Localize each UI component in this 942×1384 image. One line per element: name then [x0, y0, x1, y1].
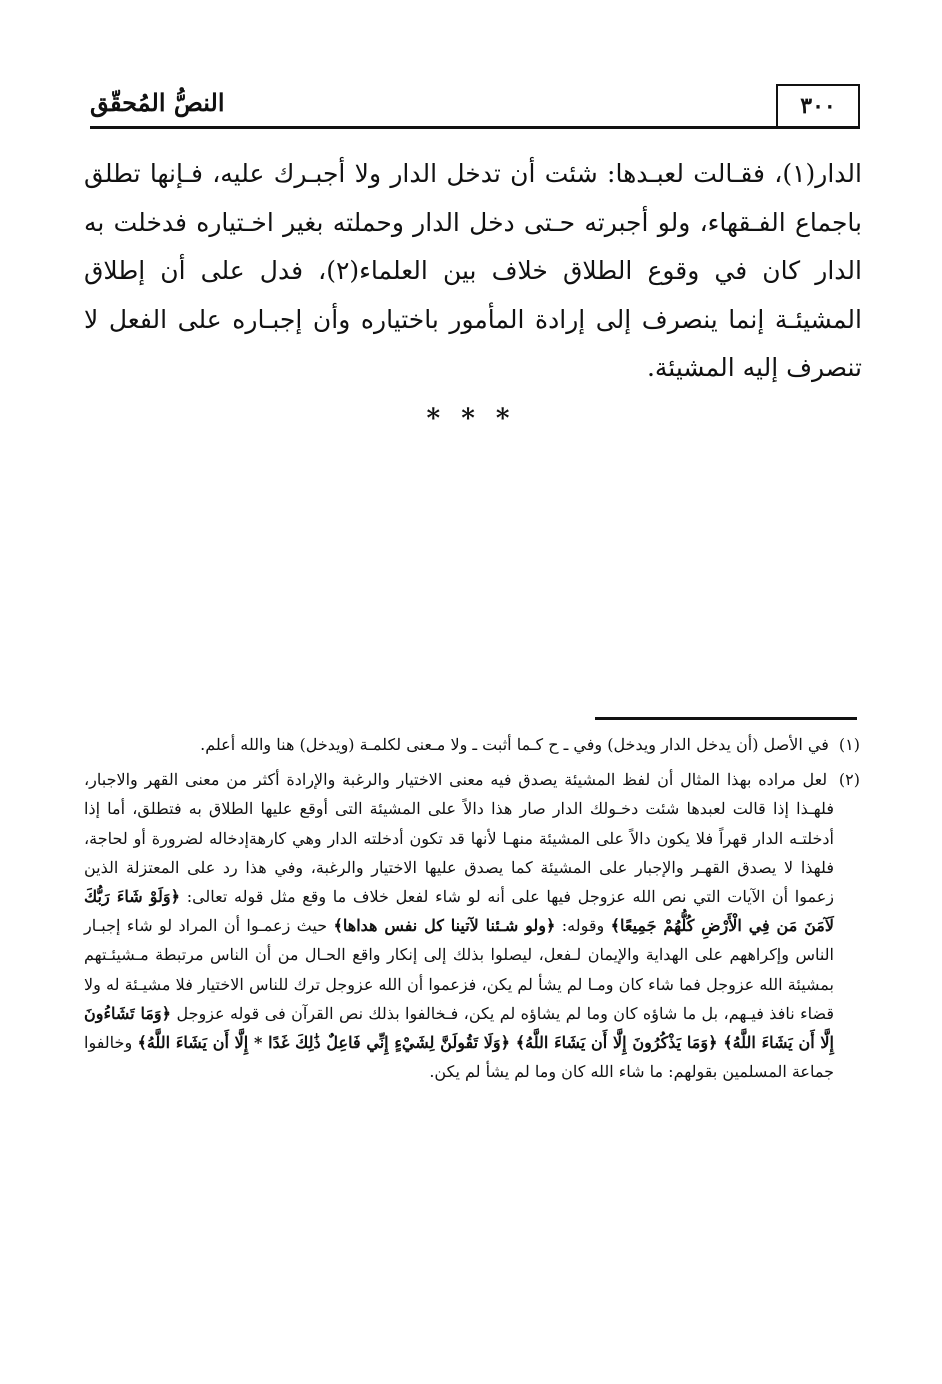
quran-verse: ﴿وَمَا تَشَاءُونَ إِلَّا أَن يَشَاءَ اللَّهُ﴾ ﴿وَمَا يَذْكُرُونَ إِلَّا أَن يَشَاءَ اللَّهُ﴾ ﴿وَلَا تَقُولَنَّ لِشَيْءٍ إِنِّي فَاعِلٌ ذَٰلِكَ غَدًا * إِلَّا أَن يَشَاءَ اللَّهُ﴾: [84, 1003, 834, 1053]
footnote-1: [84, 730, 860, 759]
section-separator: * * *: [426, 404, 516, 434]
footnote-text: في الأصل (أن يدخل الدار ويدخل) وفي ـ ح كـما أثبت ـ ولا مـعنى لكلمـة (ويدخل) هنا والله أعلم.: [200, 735, 829, 754]
page-number: ٣٠٠: [776, 84, 860, 126]
main-text: [84, 150, 862, 393]
footnote-2: [84, 765, 860, 1086]
quran-verse: ﴿وَلَوْ شَاءَ رَبُّكَ لَآمَنَ مَن فِي الْأَرْضِ كُلُّهُمْ جَمِيعًا﴾: [84, 887, 835, 936]
main-paragraph: الدار(١)، فقـالت لعبـدها: شئت أن تدخل الدار ولا أجبـرك عليه، فـإنها تطلق باجماع الفـقهاء، ولو أجبرته حـتى دخل الدار وحملته بغير اخـتياره فدخلت به الدار كان في وقوع الطلاق خلاف بين العلماء(٢)، فدل على أن إطلاق المشيئـة إنما ينصرف إلى إرادة المأمور باختياره وأن إجبـاره على الفعل لا تنصرف إليه المشيئة.: [84, 159, 862, 382]
footnote-text: وخالفوا جماعة المسلمين بقولهم: ما شاء الله كان وما لم يشأ لم يكن.: [84, 1033, 834, 1082]
running-title: النصُّ المُحقّق: [90, 88, 225, 117]
footnote-text: وقوله:: [561, 916, 605, 936]
quran-verse: ﴿ولو شـئنا لآتينا كل نفس هداها﴾: [333, 916, 556, 936]
footnote-number: (٢): [838, 770, 860, 790]
footnote-rule: [595, 717, 857, 720]
footnote-text: لعل مراده بهذا المثال أن لفظ المشيئة يصدق فيه معنى الاختيار والرغبة والإرادة أكثر من معنى القهر والاجبار، فلهـذا إذا قالت لعبدها شئت دخـولك الدار صار هذا دالاً على المشيئة التى أوقع عليها الطلاق به فتطلق، أما إذا أدخلتـه الدار قهراً فلا يكون دالاً على المشيئة منهـا لأنها قد تكون أدخلته الدار وهي كارهةإدخاله لضرورة أو لحاجة، فلهذا لا يصدق القهـر والإجبار على المشيئة كما يصدق عليها الاختيار والرغبة، وفي هذا رد على المعتزلة الذين زعموا أن الآيات التي نص الله عزوجل فيها على أنه لو شاء لفعل خلاف ما وقع مثل قوله تعالى:: [84, 770, 834, 907]
footnotes: [84, 730, 860, 1092]
header-rule: [90, 126, 860, 129]
footnote-text: حيث زعمـوا أن المراد لو شاء إجبـار الناس وإكراههم على الهداية والإيمان لـفعل، ليصلوا بذلك إلى إنكار واقع الحـال من أن الناس مرتبطة مـشيئـتهم بمشيئة الله عزوجل فما شاء كان ومـا لم يشأ لم يكن، فزعموا أن الله عزوجل ترك للناس الاختيار فلا مشيـئة له ولا قضاء نافذ فيـهم، بل ما شاؤه كان وما لم يشاؤه لم يكن، فـخالفوا بذلك نص القرآن فى قوله عزوجل: [84, 916, 835, 1023]
footnote-number: (١): [838, 735, 860, 754]
